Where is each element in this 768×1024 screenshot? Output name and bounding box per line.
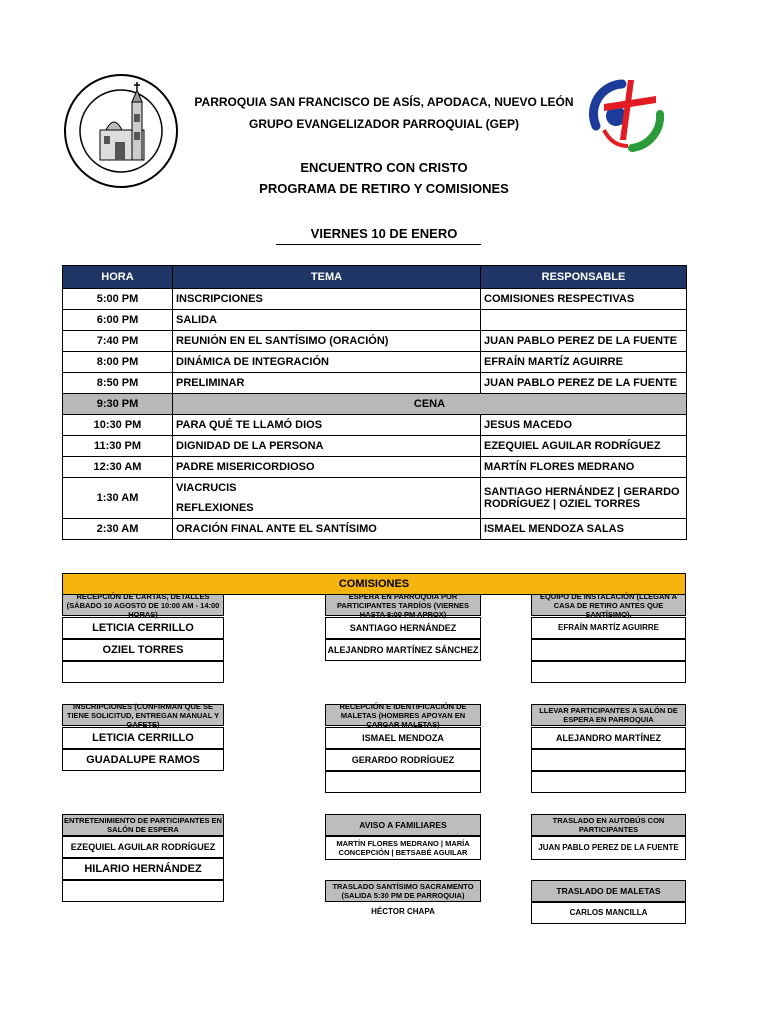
tema-cell: REUNIÓN EN EL SANTÍSIMO (ORACIÓN) — [173, 331, 481, 352]
responsable-cell: SANTIAGO HERNÁNDEZ | GERARDO RODRÍGUEZ | OZIEL TORRES — [481, 478, 687, 519]
responsable-cell: ISMAEL MENDOZA SALAS — [481, 519, 687, 540]
commission-header: ESPERA EN PARROQUIA POR PARTICIPANTES TARDÍOS (VIERNES HASTA 8:00 PM APROX) — [325, 594, 481, 616]
commission-member: GUADALUPE RAMOS — [62, 749, 224, 771]
schedule-table — [62, 265, 687, 540]
commission-member: JUAN PABLO PEREZ DE LA FUENTE — [531, 836, 686, 860]
commission-member: OZIEL TORRES — [62, 639, 224, 661]
tema-cell: INSCRIPCIONES — [173, 289, 481, 310]
commission-member: MARTÍN FLORES MEDRANO | MARÍA CONCEPCIÓN | BETSABÉ AGUILAR — [325, 836, 481, 860]
hora-cell: 5:00 PM — [63, 289, 173, 310]
responsable-cell: COMISIONES RESPECTIVAS — [481, 289, 687, 310]
tema-cell: DIGNIDAD DE LA PERSONA — [173, 436, 481, 457]
commission-header: AVISO A FAMILIARES — [325, 814, 481, 836]
table-row — [63, 519, 687, 540]
tema-cell — [173, 478, 481, 519]
responsable-cell: MARTÍN FLORES MEDRANO — [481, 457, 687, 478]
commission-member: GERARDO RODRÍGUEZ — [325, 749, 481, 771]
title-programa: PROGRAMA DE RETIRO Y COMISIONES — [259, 181, 509, 196]
commission-member: LETICIA CERRILLO — [62, 727, 224, 749]
header-group: GRUPO EVANGELIZADOR PARROQUIAL (GEP) — [248, 117, 519, 131]
table-row — [63, 289, 687, 310]
table-row — [63, 478, 687, 519]
hora-cell: 11:30 PM — [63, 436, 173, 457]
table-row — [63, 457, 687, 478]
hora-cell: 10:30 PM — [63, 415, 173, 436]
col-responsable: RESPONSABLE — [481, 266, 687, 289]
table-header-row — [63, 266, 687, 289]
commission-member — [62, 880, 224, 902]
commission-member: ISMAEL MENDOZA — [325, 727, 481, 749]
responsable-cell: EFRAÍN MARTÍZ AGUIRRE — [481, 352, 687, 373]
hora-cell: 6:00 PM — [63, 310, 173, 331]
header-parish: PARROQUIA SAN FRANCISCO DE ASÍS, APODACA, NUEVO LEÓN — [194, 95, 574, 109]
commission-member — [325, 771, 481, 793]
commission-header: INSCRIPCIONES (CONFIRMAN QUE SE TIENE SOLICITUD, ENTREGAN MANUAL Y GAFETE) — [62, 704, 224, 726]
commission-header: EQUIPO DE INSTALACIÓN (LLEGAN A CASA DE RETIRO ANTES QUE SANTÍSIMO). — [531, 594, 686, 616]
gep-cross-logo-icon — [582, 70, 668, 156]
tema-cell: PRELIMINAR — [173, 373, 481, 394]
commission-member: EZEQUIEL AGUILAR RODRÍGUEZ — [62, 836, 224, 858]
commission-header: RECEPCIÓN E IDENTIFICACIÓN DE MALETAS (HOMBRES APOYAN EN CARGAR MALETAS) — [325, 704, 481, 726]
responsable-cell: EZEQUIEL AGUILAR RODRÍGUEZ — [481, 436, 687, 457]
title-encuentro: ENCUENTRO CON CRISTO — [300, 160, 468, 175]
commission-member — [531, 661, 686, 683]
commission-member: ALEJANDRO MARTÍNEZ — [531, 727, 686, 749]
commission-member — [531, 639, 686, 661]
tema-cell: SALIDA — [173, 310, 481, 331]
tema-cell: PADRE MISERICORDIOSO — [173, 457, 481, 478]
day-title: VIERNES 10 DE ENERO — [310, 226, 458, 241]
commission-member: EFRAÍN MARTÍZ AGUIRRE — [531, 617, 686, 639]
table-row — [63, 310, 687, 331]
tema-cell: ORACIÓN FINAL ANTE EL SANTÍSIMO — [173, 519, 481, 540]
tema-cell: CENA — [173, 394, 687, 415]
responsable-cell: JESUS MACEDO — [481, 415, 687, 436]
table-row-cena — [63, 394, 687, 415]
tema-cell: DINÁMICA DE INTEGRACIÓN — [173, 352, 481, 373]
col-hora: HORA — [63, 266, 173, 289]
col-tema: TEMA — [173, 266, 481, 289]
commission-member — [531, 771, 686, 793]
tema-line: REFLEXIONES — [176, 502, 254, 514]
hora-cell: 7:40 PM — [63, 331, 173, 352]
responsable-cell: JUAN PABLO PEREZ DE LA FUENTE — [481, 331, 687, 352]
commission-member — [531, 749, 686, 771]
commission-member: SANTIAGO HERNÁNDEZ — [325, 617, 481, 639]
commission-member: LETICIA CERRILLO — [62, 617, 224, 639]
hora-cell: 8:00 PM — [63, 352, 173, 373]
tema-cell: PARA QUÉ TE LLAMÓ DIOS — [173, 415, 481, 436]
table-row — [63, 331, 687, 352]
hora-cell: 8:50 PM — [63, 373, 173, 394]
hora-cell: 1:30 AM — [63, 478, 173, 519]
commission-header: ENTRETENIMIENTO DE PARTICIPANTES EN SALÓN DE ESPERA — [62, 814, 224, 836]
commission-header: TRASLADO SANTÍSIMO SACRAMENTO (SALIDA 5:30 PM DE PARROQUIA) — [325, 880, 481, 902]
commission-member: ALEJANDRO MARTÍNEZ SÁNCHEZ — [325, 639, 481, 661]
responsable-cell — [481, 310, 687, 331]
commission-header: LLEVAR PARTICIPANTES A SALÓN DE ESPERA EN PARROQUIA — [531, 704, 686, 726]
commission-header: RECEPCIÓN DE CARTAS, DETALLES (SÁBADO 10 AGOSTO DE 10:00 AM - 14:00 HORAS) — [62, 594, 224, 616]
table-row — [63, 352, 687, 373]
commission-header: TRASLADO DE MALETAS — [531, 880, 686, 902]
hora-cell: 2:30 AM — [63, 519, 173, 540]
commission-header: TRASLADO EN AUTOBÚS CON PARTICIPANTES — [531, 814, 686, 836]
hora-cell: 12:30 AM — [63, 457, 173, 478]
hora-cell: 9:30 PM — [63, 394, 173, 415]
table-row — [63, 436, 687, 457]
day-underline — [276, 244, 481, 245]
table-row — [63, 415, 687, 436]
commission-member — [62, 661, 224, 683]
table-row — [63, 373, 687, 394]
responsable-cell: JUAN PABLO PEREZ DE LA FUENTE — [481, 373, 687, 394]
commission-member: HÉCTOR CHAPA — [371, 907, 435, 916]
commission-member: CARLOS MANCILLA — [531, 902, 686, 924]
comisiones-title: COMISIONES — [62, 573, 686, 595]
commission-member: HILARIO HERNÁNDEZ — [62, 858, 224, 880]
tema-line: VIACRUCIS — [176, 482, 237, 494]
